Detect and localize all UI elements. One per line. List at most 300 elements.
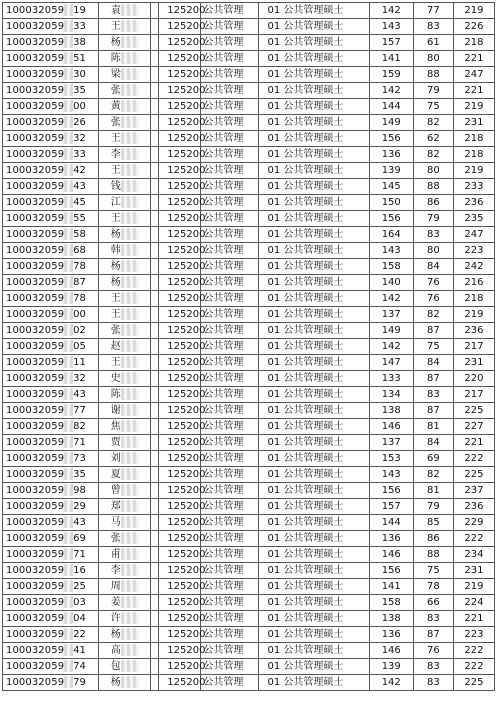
research-direction-cell: 01 公共管理硕士	[259, 579, 369, 595]
score-interview-cell: 62	[413, 131, 453, 147]
major-code-cell: 125200	[159, 163, 201, 179]
research-direction-cell: 01 公共管理硕士	[259, 595, 369, 611]
redaction-mark	[121, 212, 139, 224]
score-total-cell: 234	[453, 547, 494, 563]
research-direction-cell: 01 公共管理硕士	[259, 659, 369, 675]
table-row	[3, 563, 495, 579]
major-code-cell: 125200	[159, 611, 201, 627]
candidate-id-suffix: 04	[73, 613, 86, 624]
major-code-cell: 125200	[159, 387, 201, 403]
score-written-cell: 147	[369, 355, 413, 371]
score-interview-cell: 82	[413, 147, 453, 163]
redaction-mark	[64, 532, 73, 544]
empty-cell	[151, 163, 159, 179]
redaction-mark	[64, 500, 73, 512]
candidate-id-cell	[3, 275, 99, 291]
candidate-id-cell	[3, 211, 99, 227]
empty-cell	[151, 115, 159, 131]
score-total-cell: 222	[453, 643, 494, 659]
candidate-id-prefix: 100032059	[6, 469, 65, 480]
candidate-id-prefix: 100032059	[6, 261, 65, 272]
major-code-cell: 125200	[159, 115, 201, 131]
candidate-id-suffix: 35	[73, 469, 86, 480]
score-written-cell: 142	[369, 3, 413, 19]
major-code-cell: 125200	[159, 451, 201, 467]
candidate-id-cell	[3, 35, 99, 51]
empty-cell	[151, 307, 159, 323]
candidate-name-cell	[99, 227, 151, 243]
candidate-name-cell	[99, 195, 151, 211]
redaction-mark	[64, 212, 73, 224]
research-direction-cell: 01 公共管理硕士	[259, 371, 369, 387]
empty-cell	[151, 467, 159, 483]
candidate-surname: 甫	[110, 549, 121, 560]
candidate-surname: 杨	[110, 677, 121, 688]
score-interview-cell: 88	[413, 179, 453, 195]
candidate-name-cell	[99, 579, 151, 595]
score-total-cell: 222	[453, 531, 494, 547]
candidate-id-prefix: 100032059	[6, 229, 65, 240]
table-body	[3, 3, 495, 691]
major-code-cell: 125200	[159, 51, 201, 67]
empty-cell	[151, 611, 159, 627]
candidate-name-cell	[99, 339, 151, 355]
candidate-name-cell	[99, 323, 151, 339]
major-name-cell: 公共管理	[201, 115, 259, 131]
candidate-id-cell	[3, 115, 99, 131]
candidate-surname: 王	[110, 293, 121, 304]
candidate-surname: 王	[110, 213, 121, 224]
admission-score-sheet	[2, 2, 495, 691]
table-row	[3, 83, 495, 99]
candidate-name-cell	[99, 643, 151, 659]
major-code-cell: 125200	[159, 35, 201, 51]
table-row	[3, 51, 495, 67]
research-direction-cell: 01 公共管理硕士	[259, 3, 369, 19]
candidate-id-prefix: 100032059	[6, 437, 65, 448]
table-row	[3, 515, 495, 531]
empty-cell	[151, 451, 159, 467]
redaction-mark	[64, 564, 73, 576]
candidate-id-cell	[3, 515, 99, 531]
candidate-name-cell	[99, 547, 151, 563]
empty-cell	[151, 371, 159, 387]
table-row	[3, 147, 495, 163]
empty-cell	[151, 99, 159, 115]
redaction-mark	[121, 244, 139, 256]
candidate-id-suffix: 25	[73, 581, 86, 592]
redaction-mark	[121, 564, 139, 576]
candidate-id-suffix: 02	[73, 325, 86, 336]
score-written-cell: 157	[369, 35, 413, 51]
score-written-cell: 138	[369, 403, 413, 419]
score-total-cell: 217	[453, 387, 494, 403]
candidate-name-cell	[99, 115, 151, 131]
candidate-id-prefix: 100032059	[6, 325, 65, 336]
candidate-name-cell	[99, 563, 151, 579]
empty-cell	[151, 627, 159, 643]
candidate-id-suffix: 35	[73, 85, 86, 96]
candidate-name-cell	[99, 291, 151, 307]
redaction-mark	[64, 596, 73, 608]
score-written-cell: 157	[369, 499, 413, 515]
redaction-mark	[64, 356, 73, 368]
candidate-id-prefix: 100032059	[6, 661, 65, 672]
redaction-mark	[121, 228, 139, 240]
score-written-cell: 136	[369, 531, 413, 547]
candidate-id-cell	[3, 83, 99, 99]
score-interview-cell: 85	[413, 515, 453, 531]
candidate-name-cell	[99, 387, 151, 403]
score-total-cell: 218	[453, 147, 494, 163]
score-total-cell: 225	[453, 467, 494, 483]
candidate-surname: 陈	[110, 389, 121, 400]
candidate-surname: 黄	[110, 101, 121, 112]
score-total-cell: 217	[453, 339, 494, 355]
score-interview-cell: 76	[413, 291, 453, 307]
major-name-cell: 公共管理	[201, 227, 259, 243]
candidate-id-cell	[3, 227, 99, 243]
candidate-surname: 张	[110, 325, 121, 336]
score-total-cell: 227	[453, 419, 494, 435]
research-direction-cell: 01 公共管理硕士	[259, 291, 369, 307]
candidate-id-prefix: 100032059	[6, 341, 65, 352]
redaction-mark	[64, 612, 73, 624]
score-interview-cell: 75	[413, 339, 453, 355]
redaction-mark	[64, 644, 73, 656]
candidate-id-prefix: 100032059	[6, 53, 65, 64]
table-row	[3, 243, 495, 259]
major-code-cell: 125200	[159, 659, 201, 675]
redaction-mark	[121, 324, 139, 336]
candidate-id-suffix: 74	[73, 661, 86, 672]
candidate-name-cell	[99, 515, 151, 531]
candidate-id-suffix: 55	[73, 213, 86, 224]
research-direction-cell: 01 公共管理硕士	[259, 67, 369, 83]
research-direction-cell: 01 公共管理硕士	[259, 195, 369, 211]
candidate-id-suffix: 26	[73, 117, 86, 128]
score-interview-cell: 75	[413, 99, 453, 115]
empty-cell	[151, 547, 159, 563]
redaction-mark	[64, 452, 73, 464]
redaction-mark	[121, 276, 139, 288]
score-written-cell: 142	[369, 339, 413, 355]
empty-cell	[151, 195, 159, 211]
candidate-surname: 赵	[110, 341, 121, 352]
redaction-mark	[64, 20, 73, 32]
score-written-cell: 149	[369, 323, 413, 339]
score-written-cell: 143	[369, 467, 413, 483]
redaction-mark	[64, 388, 73, 400]
candidate-id-suffix: 03	[73, 597, 86, 608]
score-interview-cell: 80	[413, 163, 453, 179]
score-interview-cell: 81	[413, 419, 453, 435]
empty-cell	[151, 483, 159, 499]
major-code-cell: 125200	[159, 227, 201, 243]
candidate-id-prefix: 100032059	[6, 165, 65, 176]
score-interview-cell: 83	[413, 19, 453, 35]
candidate-id-prefix: 100032059	[6, 613, 65, 624]
major-code-cell: 125200	[159, 259, 201, 275]
redaction-mark	[64, 404, 73, 416]
candidate-surname: 李	[110, 565, 121, 576]
score-interview-cell: 82	[413, 307, 453, 323]
score-written-cell: 156	[369, 131, 413, 147]
score-interview-cell: 88	[413, 67, 453, 83]
candidate-name-cell	[99, 467, 151, 483]
major-code-cell: 125200	[159, 179, 201, 195]
empty-cell	[151, 339, 159, 355]
candidate-name-cell	[99, 131, 151, 147]
table-row	[3, 403, 495, 419]
candidate-id-suffix: 32	[73, 373, 86, 384]
candidate-id-prefix: 100032059	[6, 405, 65, 416]
major-name-cell: 公共管理	[201, 355, 259, 371]
candidate-id-suffix: 33	[73, 21, 86, 32]
score-interview-cell: 82	[413, 467, 453, 483]
score-interview-cell: 84	[413, 259, 453, 275]
research-direction-cell: 01 公共管理硕士	[259, 115, 369, 131]
candidate-id-suffix: 68	[73, 245, 86, 256]
redaction-mark	[64, 148, 73, 160]
score-interview-cell: 77	[413, 3, 453, 19]
table-row	[3, 131, 495, 147]
candidate-id-cell	[3, 371, 99, 387]
score-written-cell: 137	[369, 435, 413, 451]
candidate-surname: 姜	[110, 597, 121, 608]
major-name-cell: 公共管理	[201, 531, 259, 547]
table-row	[3, 419, 495, 435]
candidate-name-cell	[99, 19, 151, 35]
score-total-cell: 226	[453, 19, 494, 35]
candidate-id-cell	[3, 419, 99, 435]
candidate-name-cell	[99, 99, 151, 115]
candidate-name-cell	[99, 595, 151, 611]
candidate-id-prefix: 100032059	[6, 485, 65, 496]
redaction-mark	[64, 676, 73, 688]
candidate-name-cell	[99, 531, 151, 547]
major-name-cell: 公共管理	[201, 659, 259, 675]
candidate-name-cell	[99, 435, 151, 451]
table-row	[3, 339, 495, 355]
table-row	[3, 675, 495, 691]
redaction-mark	[121, 84, 139, 96]
major-code-cell: 125200	[159, 531, 201, 547]
candidate-surname: 杨	[110, 261, 121, 272]
candidate-id-cell	[3, 19, 99, 35]
research-direction-cell: 01 公共管理硕士	[259, 563, 369, 579]
table-row	[3, 499, 495, 515]
candidate-surname: 韩	[110, 245, 121, 256]
score-interview-cell: 78	[413, 579, 453, 595]
candidate-surname: 王	[110, 165, 121, 176]
candidate-id-prefix: 100032059	[6, 453, 65, 464]
score-table	[2, 2, 495, 691]
major-code-cell: 125200	[159, 515, 201, 531]
candidate-name-cell	[99, 675, 151, 691]
major-name-cell: 公共管理	[201, 291, 259, 307]
candidate-id-cell	[3, 579, 99, 595]
candidate-id-cell	[3, 643, 99, 659]
major-code-cell: 125200	[159, 419, 201, 435]
major-code-cell: 125200	[159, 435, 201, 451]
candidate-surname: 杨	[110, 37, 121, 48]
candidate-id-suffix: 58	[73, 229, 86, 240]
candidate-surname: 刘	[110, 453, 121, 464]
major-name-cell: 公共管理	[201, 467, 259, 483]
candidate-surname: 张	[110, 85, 121, 96]
research-direction-cell: 01 公共管理硕士	[259, 259, 369, 275]
research-direction-cell: 01 公共管理硕士	[259, 403, 369, 419]
candidate-id-suffix: 82	[73, 421, 86, 432]
candidate-id-prefix: 100032059	[6, 5, 65, 16]
score-interview-cell: 87	[413, 403, 453, 419]
candidate-id-suffix: 30	[73, 69, 86, 80]
score-total-cell: 225	[453, 675, 494, 691]
redaction-mark	[121, 356, 139, 368]
score-written-cell: 159	[369, 67, 413, 83]
redaction-mark	[64, 260, 73, 272]
major-name-cell: 公共管理	[201, 3, 259, 19]
research-direction-cell: 01 公共管理硕士	[259, 275, 369, 291]
candidate-id-suffix: 32	[73, 133, 86, 144]
empty-cell	[151, 211, 159, 227]
redaction-mark	[121, 612, 139, 624]
candidate-id-cell	[3, 451, 99, 467]
candidate-id-suffix: 22	[73, 629, 86, 640]
candidate-surname: 梁	[110, 69, 121, 80]
score-total-cell: 223	[453, 627, 494, 643]
empty-cell	[151, 19, 159, 35]
candidate-id-suffix: 16	[73, 565, 86, 576]
empty-cell	[151, 595, 159, 611]
score-interview-cell: 84	[413, 435, 453, 451]
candidate-id-cell	[3, 259, 99, 275]
score-interview-cell: 80	[413, 243, 453, 259]
empty-cell	[151, 643, 159, 659]
candidate-id-prefix: 100032059	[6, 373, 65, 384]
candidate-surname: 袁	[110, 5, 121, 16]
candidate-id-cell	[3, 323, 99, 339]
redaction-mark	[121, 644, 139, 656]
candidate-name-cell	[99, 355, 151, 371]
table-row	[3, 35, 495, 51]
research-direction-cell: 01 公共管理硕士	[259, 147, 369, 163]
table-row	[3, 67, 495, 83]
table-row	[3, 211, 495, 227]
score-interview-cell: 79	[413, 499, 453, 515]
table-row	[3, 579, 495, 595]
table-row	[3, 531, 495, 547]
candidate-name-cell	[99, 3, 151, 19]
table-row	[3, 179, 495, 195]
candidate-id-suffix: 11	[73, 357, 86, 368]
score-written-cell: 149	[369, 115, 413, 131]
major-name-cell: 公共管理	[201, 83, 259, 99]
empty-cell	[151, 435, 159, 451]
score-interview-cell: 79	[413, 83, 453, 99]
candidate-id-cell	[3, 147, 99, 163]
major-name-cell: 公共管理	[201, 451, 259, 467]
candidate-id-prefix: 100032059	[6, 533, 65, 544]
table-row	[3, 547, 495, 563]
research-direction-cell: 01 公共管理硕士	[259, 51, 369, 67]
table-row	[3, 483, 495, 499]
score-written-cell: 140	[369, 275, 413, 291]
research-direction-cell: 01 公共管理硕士	[259, 83, 369, 99]
candidate-id-prefix: 100032059	[6, 517, 65, 528]
score-written-cell: 136	[369, 627, 413, 643]
empty-cell	[151, 323, 159, 339]
candidate-surname: 焦	[110, 421, 121, 432]
research-direction-cell: 01 公共管理硕士	[259, 467, 369, 483]
candidate-surname: 谢	[110, 405, 121, 416]
major-code-cell: 125200	[159, 211, 201, 227]
candidate-id-suffix: 79	[73, 677, 86, 688]
candidate-id-cell	[3, 243, 99, 259]
research-direction-cell: 01 公共管理硕士	[259, 483, 369, 499]
candidate-surname: 王	[110, 21, 121, 32]
major-code-cell: 125200	[159, 275, 201, 291]
score-total-cell: 219	[453, 579, 494, 595]
candidate-id-cell	[3, 3, 99, 19]
candidate-id-cell	[3, 179, 99, 195]
empty-cell	[151, 563, 159, 579]
redaction-mark	[64, 660, 73, 672]
research-direction-cell: 01 公共管理硕士	[259, 451, 369, 467]
candidate-id-prefix: 100032059	[6, 677, 65, 688]
candidate-name-cell	[99, 147, 151, 163]
major-code-cell: 125200	[159, 131, 201, 147]
score-total-cell: 237	[453, 483, 494, 499]
empty-cell	[151, 419, 159, 435]
redaction-mark	[121, 596, 139, 608]
candidate-surname: 杨	[110, 277, 121, 288]
candidate-id-cell	[3, 531, 99, 547]
score-interview-cell: 76	[413, 643, 453, 659]
table-row	[3, 355, 495, 371]
candidate-id-prefix: 100032059	[6, 213, 65, 224]
candidate-id-prefix: 100032059	[6, 37, 65, 48]
major-name-cell: 公共管理	[201, 99, 259, 115]
empty-cell	[151, 51, 159, 67]
major-name-cell: 公共管理	[201, 339, 259, 355]
major-code-cell: 125200	[159, 323, 201, 339]
score-total-cell: 229	[453, 515, 494, 531]
score-total-cell: 219	[453, 163, 494, 179]
candidate-surname: 张	[110, 117, 121, 128]
major-name-cell: 公共管理	[201, 19, 259, 35]
major-name-cell: 公共管理	[201, 547, 259, 563]
redaction-mark	[64, 420, 73, 432]
score-total-cell: 236	[453, 323, 494, 339]
candidate-surname: 江	[110, 197, 121, 208]
score-written-cell: 146	[369, 547, 413, 563]
major-code-cell: 125200	[159, 371, 201, 387]
score-written-cell: 144	[369, 99, 413, 115]
major-name-cell: 公共管理	[201, 323, 259, 339]
redaction-mark	[64, 52, 73, 64]
candidate-surname: 王	[110, 309, 121, 320]
empty-cell	[151, 3, 159, 19]
redaction-mark	[64, 436, 73, 448]
table-row	[3, 195, 495, 211]
score-interview-cell: 83	[413, 387, 453, 403]
redaction-mark	[121, 292, 139, 304]
major-name-cell: 公共管理	[201, 275, 259, 291]
score-total-cell: 221	[453, 611, 494, 627]
candidate-id-suffix: 69	[73, 533, 86, 544]
